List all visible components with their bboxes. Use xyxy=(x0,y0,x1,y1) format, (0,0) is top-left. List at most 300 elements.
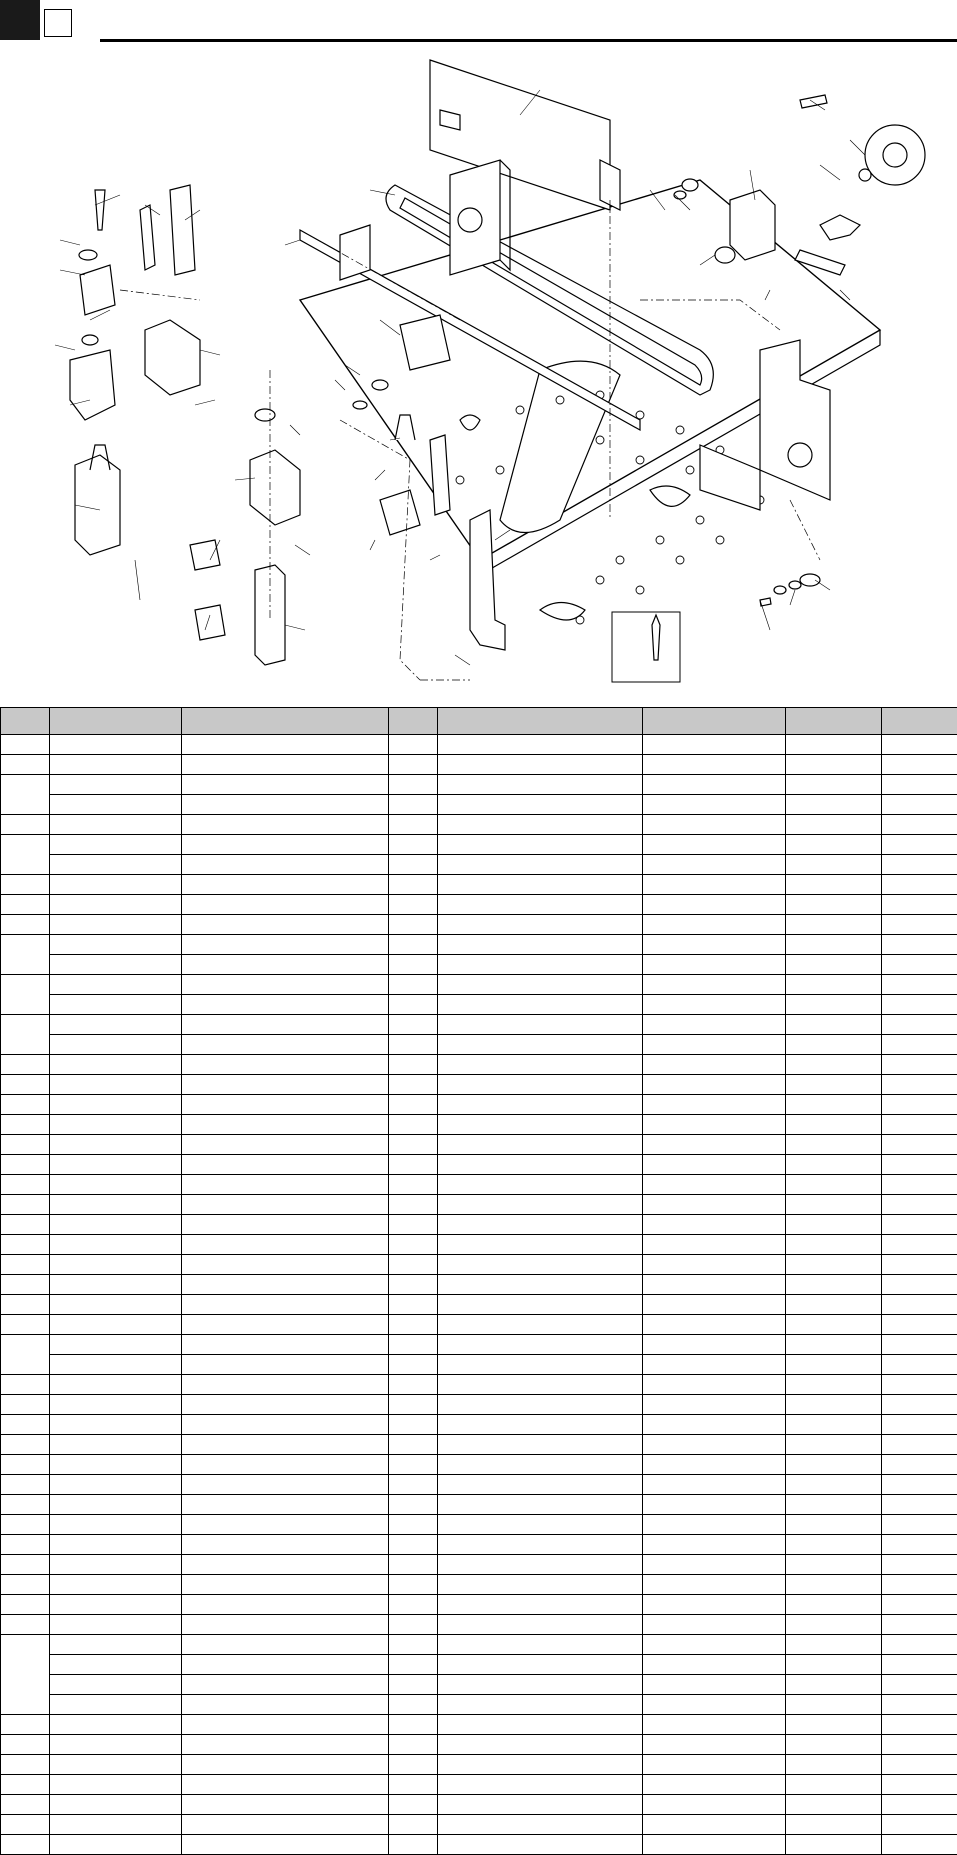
table-cell xyxy=(182,775,389,795)
table-cell xyxy=(389,1795,438,1815)
table-cell xyxy=(182,1715,389,1735)
col-header xyxy=(50,708,182,735)
table-cell xyxy=(182,1335,389,1355)
table-cell-index xyxy=(1,1615,50,1635)
table-cell xyxy=(882,1095,957,1115)
table-cell xyxy=(438,1455,643,1475)
table-cell xyxy=(438,1435,643,1455)
table-cell xyxy=(438,935,643,955)
table-cell xyxy=(882,1195,957,1215)
table-cell xyxy=(438,1415,643,1435)
table-cell xyxy=(643,755,786,775)
table-cell xyxy=(389,1395,438,1415)
table-cell xyxy=(389,795,438,815)
table-row xyxy=(1,955,957,975)
table-row xyxy=(1,1715,957,1735)
table-cell xyxy=(182,1835,389,1855)
table-row xyxy=(1,935,957,955)
table-cell xyxy=(389,1015,438,1035)
table-cell xyxy=(786,1475,882,1495)
table-cell xyxy=(643,1615,786,1635)
table-cell xyxy=(50,1055,182,1075)
table-cell xyxy=(438,1295,643,1315)
table-cell xyxy=(438,1275,643,1295)
table-cell xyxy=(438,1235,643,1255)
table-cell xyxy=(882,1215,957,1235)
table-cell xyxy=(389,1475,438,1495)
table-cell xyxy=(182,1615,389,1635)
table-cell xyxy=(182,1795,389,1815)
col-header xyxy=(643,708,786,735)
table-cell xyxy=(786,1175,882,1195)
table-cell-index xyxy=(1,935,50,975)
table-cell xyxy=(389,1735,438,1755)
table-cell xyxy=(182,1255,389,1275)
table-row xyxy=(1,1075,957,1095)
table-cell xyxy=(438,735,643,755)
table-cell-index xyxy=(1,1555,50,1575)
table-cell xyxy=(438,1075,643,1095)
table-cell xyxy=(882,895,957,915)
table-cell xyxy=(882,1795,957,1815)
table-cell xyxy=(389,1595,438,1615)
table-cell xyxy=(182,895,389,915)
table-row xyxy=(1,1095,957,1115)
table-cell xyxy=(389,1575,438,1595)
table-cell xyxy=(438,1535,643,1555)
table-cell xyxy=(438,1755,643,1775)
table-cell xyxy=(438,1355,643,1375)
table-cell xyxy=(50,1495,182,1515)
table-cell xyxy=(438,1215,643,1235)
table-row xyxy=(1,1015,957,1035)
table-cell xyxy=(786,1495,882,1515)
table-cell xyxy=(786,1235,882,1255)
table-cell xyxy=(786,1295,882,1315)
table-cell xyxy=(389,1835,438,1855)
table-cell xyxy=(882,1135,957,1155)
table-cell xyxy=(438,1315,643,1335)
table-cell xyxy=(50,935,182,955)
table-cell xyxy=(643,1735,786,1755)
table-cell xyxy=(882,935,957,955)
table-cell xyxy=(438,875,643,895)
table-cell xyxy=(389,775,438,795)
table-cell xyxy=(50,1755,182,1775)
table-cell-index xyxy=(1,875,50,895)
table-cell xyxy=(786,1795,882,1815)
table-cell xyxy=(643,1475,786,1495)
table-cell xyxy=(182,1395,389,1415)
table-cell xyxy=(438,815,643,835)
table-cell xyxy=(50,1215,182,1235)
table-cell xyxy=(643,1495,786,1515)
table-cell xyxy=(786,935,882,955)
table-cell xyxy=(882,1355,957,1375)
table-cell xyxy=(50,895,182,915)
table-cell xyxy=(786,795,882,815)
bottom-right-small-parts xyxy=(760,574,820,606)
table-cell xyxy=(882,1835,957,1855)
table-cell xyxy=(389,935,438,955)
table-cell xyxy=(438,1655,643,1675)
table-row xyxy=(1,1735,957,1755)
table-cell xyxy=(50,755,182,775)
table-cell xyxy=(182,1535,389,1555)
table-cell xyxy=(182,955,389,975)
table-cell xyxy=(182,1095,389,1115)
table-row xyxy=(1,1695,957,1715)
table-cell xyxy=(389,1555,438,1575)
table-cell xyxy=(50,1195,182,1215)
table-cell xyxy=(389,1775,438,1795)
table-cell xyxy=(643,1635,786,1655)
table-cell xyxy=(786,975,882,995)
table-cell xyxy=(438,995,643,1015)
table-row xyxy=(1,1175,957,1195)
parts-table-body xyxy=(1,735,957,1855)
table-cell xyxy=(786,1615,882,1635)
table-cell xyxy=(643,1435,786,1455)
table-cell-index xyxy=(1,1495,50,1515)
table-cell xyxy=(182,1315,389,1335)
table-cell xyxy=(182,1175,389,1195)
table-cell xyxy=(786,955,882,975)
table-cell xyxy=(643,1575,786,1595)
table-header-row xyxy=(1,708,957,735)
table-cell xyxy=(50,915,182,935)
table-cell-index xyxy=(1,755,50,775)
table-cell xyxy=(50,1075,182,1095)
table-cell xyxy=(389,1515,438,1535)
table-cell xyxy=(438,1595,643,1615)
table-cell xyxy=(389,1695,438,1715)
table-cell xyxy=(389,755,438,775)
table-cell xyxy=(389,1255,438,1275)
table-cell xyxy=(50,1455,182,1475)
table-row xyxy=(1,1195,957,1215)
table-cell xyxy=(50,855,182,875)
table-cell xyxy=(50,1115,182,1135)
table-cell xyxy=(389,1715,438,1735)
table-cell-index xyxy=(1,1315,50,1335)
table-row xyxy=(1,1335,957,1355)
table-cell xyxy=(882,1515,957,1535)
table-cell-index xyxy=(1,1515,50,1535)
table-cell xyxy=(50,1295,182,1315)
table-cell xyxy=(438,855,643,875)
table-cell xyxy=(50,1335,182,1355)
table-cell-index xyxy=(1,1335,50,1375)
table-cell xyxy=(643,1155,786,1175)
table-cell xyxy=(882,1735,957,1755)
table-cell-index xyxy=(1,1175,50,1195)
table-cell xyxy=(182,1135,389,1155)
table-cell xyxy=(643,955,786,975)
table-cell xyxy=(50,1395,182,1415)
table-cell xyxy=(643,1835,786,1855)
table-cell xyxy=(438,1835,643,1855)
table-cell xyxy=(643,1455,786,1475)
table-row xyxy=(1,1355,957,1375)
table-cell xyxy=(882,1175,957,1195)
table-cell xyxy=(786,1035,882,1055)
table-cell xyxy=(389,1655,438,1675)
table-cell xyxy=(50,1095,182,1115)
table-cell xyxy=(182,1375,389,1395)
table-cell xyxy=(643,1715,786,1735)
table-cell xyxy=(786,875,882,895)
table-cell xyxy=(389,1495,438,1515)
table-row xyxy=(1,855,957,875)
table-cell-index xyxy=(1,1795,50,1815)
table-cell xyxy=(50,975,182,995)
table-cell xyxy=(438,1035,643,1055)
table-cell xyxy=(182,1575,389,1595)
table-cell xyxy=(389,1115,438,1135)
table-cell xyxy=(643,1255,786,1275)
table-cell xyxy=(182,1515,389,1535)
table-row xyxy=(1,795,957,815)
table-cell xyxy=(438,1795,643,1815)
table-cell xyxy=(438,1615,643,1635)
table-cell xyxy=(882,1655,957,1675)
table-cell xyxy=(882,1615,957,1635)
table-cell-index xyxy=(1,1015,50,1055)
table-cell xyxy=(438,1735,643,1755)
table-cell xyxy=(50,795,182,815)
table-cell xyxy=(643,775,786,795)
table-cell xyxy=(50,1315,182,1335)
table-cell xyxy=(643,1275,786,1295)
table-cell xyxy=(882,1415,957,1435)
table-cell-index xyxy=(1,1475,50,1495)
table-cell xyxy=(50,1655,182,1675)
table-cell-index xyxy=(1,1395,50,1415)
table-cell-index xyxy=(1,1235,50,1255)
table-cell xyxy=(182,1075,389,1095)
section-number-box xyxy=(44,9,72,37)
table-cell xyxy=(182,755,389,775)
table-cell-index xyxy=(1,1575,50,1595)
table-cell xyxy=(50,1015,182,1035)
table-cell xyxy=(438,895,643,915)
table-row xyxy=(1,1775,957,1795)
table-cell xyxy=(786,1055,882,1075)
table-cell xyxy=(786,1375,882,1395)
table-cell-index xyxy=(1,1375,50,1395)
table-cell xyxy=(786,1835,882,1855)
table-cell xyxy=(643,875,786,895)
table-cell xyxy=(643,975,786,995)
table-row xyxy=(1,915,957,935)
table-cell-index xyxy=(1,1135,50,1155)
table-cell xyxy=(438,1395,643,1415)
table-cell xyxy=(643,1175,786,1195)
table-cell xyxy=(182,915,389,935)
table-cell xyxy=(50,1555,182,1575)
table-cell xyxy=(50,1575,182,1595)
table-cell xyxy=(786,1195,882,1215)
table-cell xyxy=(643,915,786,935)
table-cell xyxy=(882,755,957,775)
table-cell xyxy=(389,975,438,995)
table-cell xyxy=(50,1615,182,1635)
table-cell xyxy=(882,1595,957,1615)
table-cell xyxy=(182,1035,389,1055)
table-cell-index xyxy=(1,915,50,935)
table-cell xyxy=(643,1795,786,1815)
table-cell xyxy=(389,1195,438,1215)
table-cell xyxy=(786,1655,882,1675)
table-cell xyxy=(882,1015,957,1035)
table-cell xyxy=(182,1115,389,1135)
table-cell-index xyxy=(1,1715,50,1735)
table-cell xyxy=(438,1135,643,1155)
table-cell xyxy=(438,1475,643,1495)
table-cell xyxy=(50,1515,182,1535)
table-cell xyxy=(643,1015,786,1035)
table-cell xyxy=(643,1195,786,1215)
table-cell xyxy=(438,795,643,815)
table-cell-index xyxy=(1,1835,50,1855)
table-cell xyxy=(643,1055,786,1075)
table-cell xyxy=(389,855,438,875)
table-row xyxy=(1,1535,957,1555)
table-cell xyxy=(438,1675,643,1695)
table-cell xyxy=(182,1595,389,1615)
table-cell xyxy=(438,1155,643,1175)
table-cell xyxy=(786,1715,882,1735)
table-cell xyxy=(882,1475,957,1495)
table-cell xyxy=(643,1595,786,1615)
table-cell-index xyxy=(1,1455,50,1475)
table-cell xyxy=(643,1135,786,1155)
table-cell xyxy=(643,1115,786,1135)
table-cell xyxy=(50,1175,182,1195)
table-cell xyxy=(50,1275,182,1295)
table-cell xyxy=(643,1655,786,1675)
table-cell xyxy=(786,1415,882,1435)
table-cell xyxy=(182,1635,389,1655)
table-cell-index xyxy=(1,1075,50,1095)
table-row xyxy=(1,1575,957,1595)
table-cell xyxy=(438,1375,643,1395)
table-cell xyxy=(50,1695,182,1715)
table-cell xyxy=(50,1035,182,1055)
parts-list-table xyxy=(0,707,957,1855)
table-cell xyxy=(882,835,957,855)
table-row xyxy=(1,1315,957,1335)
table-cell-index xyxy=(1,1055,50,1075)
table-cell xyxy=(643,935,786,955)
table-cell xyxy=(882,875,957,895)
table-cell xyxy=(786,1755,882,1775)
table-cell xyxy=(182,975,389,995)
inset-box xyxy=(612,612,680,682)
table-row xyxy=(1,775,957,795)
table-cell-index xyxy=(1,1595,50,1615)
table-cell xyxy=(786,1135,882,1155)
table-cell xyxy=(643,1355,786,1375)
table-cell xyxy=(786,1315,882,1335)
table-cell xyxy=(882,1075,957,1095)
table-cell xyxy=(50,1435,182,1455)
table-cell xyxy=(438,835,643,855)
table-cell xyxy=(643,1555,786,1575)
col-header xyxy=(1,708,50,735)
table-cell xyxy=(50,955,182,975)
table-row xyxy=(1,1515,957,1535)
col-header xyxy=(182,708,389,735)
table-cell xyxy=(786,1675,882,1695)
table-row xyxy=(1,1235,957,1255)
table-cell xyxy=(389,995,438,1015)
table-cell xyxy=(50,1635,182,1655)
table-cell xyxy=(182,815,389,835)
table-cell xyxy=(389,1755,438,1775)
exploded-parts-diagram xyxy=(0,50,957,690)
table-cell xyxy=(389,1335,438,1355)
table-cell-index xyxy=(1,1115,50,1135)
table-cell xyxy=(882,1635,957,1655)
table-cell xyxy=(786,1735,882,1755)
table-cell xyxy=(882,1395,957,1415)
table-cell xyxy=(182,1275,389,1295)
table-cell xyxy=(786,1115,882,1135)
table-cell xyxy=(882,1715,957,1735)
table-cell-index xyxy=(1,815,50,835)
table-cell xyxy=(50,775,182,795)
table-cell xyxy=(389,1275,438,1295)
table-cell xyxy=(50,1375,182,1395)
table-cell xyxy=(786,1575,882,1595)
table-cell xyxy=(438,1095,643,1115)
table-cell xyxy=(389,955,438,975)
table-row xyxy=(1,1155,957,1175)
table-cell xyxy=(438,1635,643,1655)
table-cell xyxy=(182,1055,389,1075)
table-cell xyxy=(786,1515,882,1535)
table-row xyxy=(1,1475,957,1495)
table-cell-index xyxy=(1,1635,50,1715)
table-row xyxy=(1,1595,957,1615)
table-cell xyxy=(643,1215,786,1235)
table-row xyxy=(1,1415,957,1435)
table-cell xyxy=(786,1255,882,1275)
table-cell xyxy=(182,1415,389,1435)
table-cell xyxy=(643,1295,786,1315)
table-cell xyxy=(438,1695,643,1715)
table-cell xyxy=(643,835,786,855)
table-cell xyxy=(438,1515,643,1535)
table-cell xyxy=(882,955,957,975)
table-cell xyxy=(182,1735,389,1755)
table-cell xyxy=(389,1675,438,1695)
table-cell-index xyxy=(1,1275,50,1295)
table-cell xyxy=(182,1755,389,1775)
table-cell xyxy=(182,795,389,815)
table-cell xyxy=(389,1135,438,1155)
table-cell xyxy=(389,815,438,835)
table-cell xyxy=(882,855,957,875)
table-cell xyxy=(882,1575,957,1595)
table-cell xyxy=(438,1555,643,1575)
table-cell xyxy=(50,1355,182,1375)
table-cell xyxy=(182,1655,389,1675)
table-cell xyxy=(643,1535,786,1555)
table-cell xyxy=(882,1295,957,1315)
